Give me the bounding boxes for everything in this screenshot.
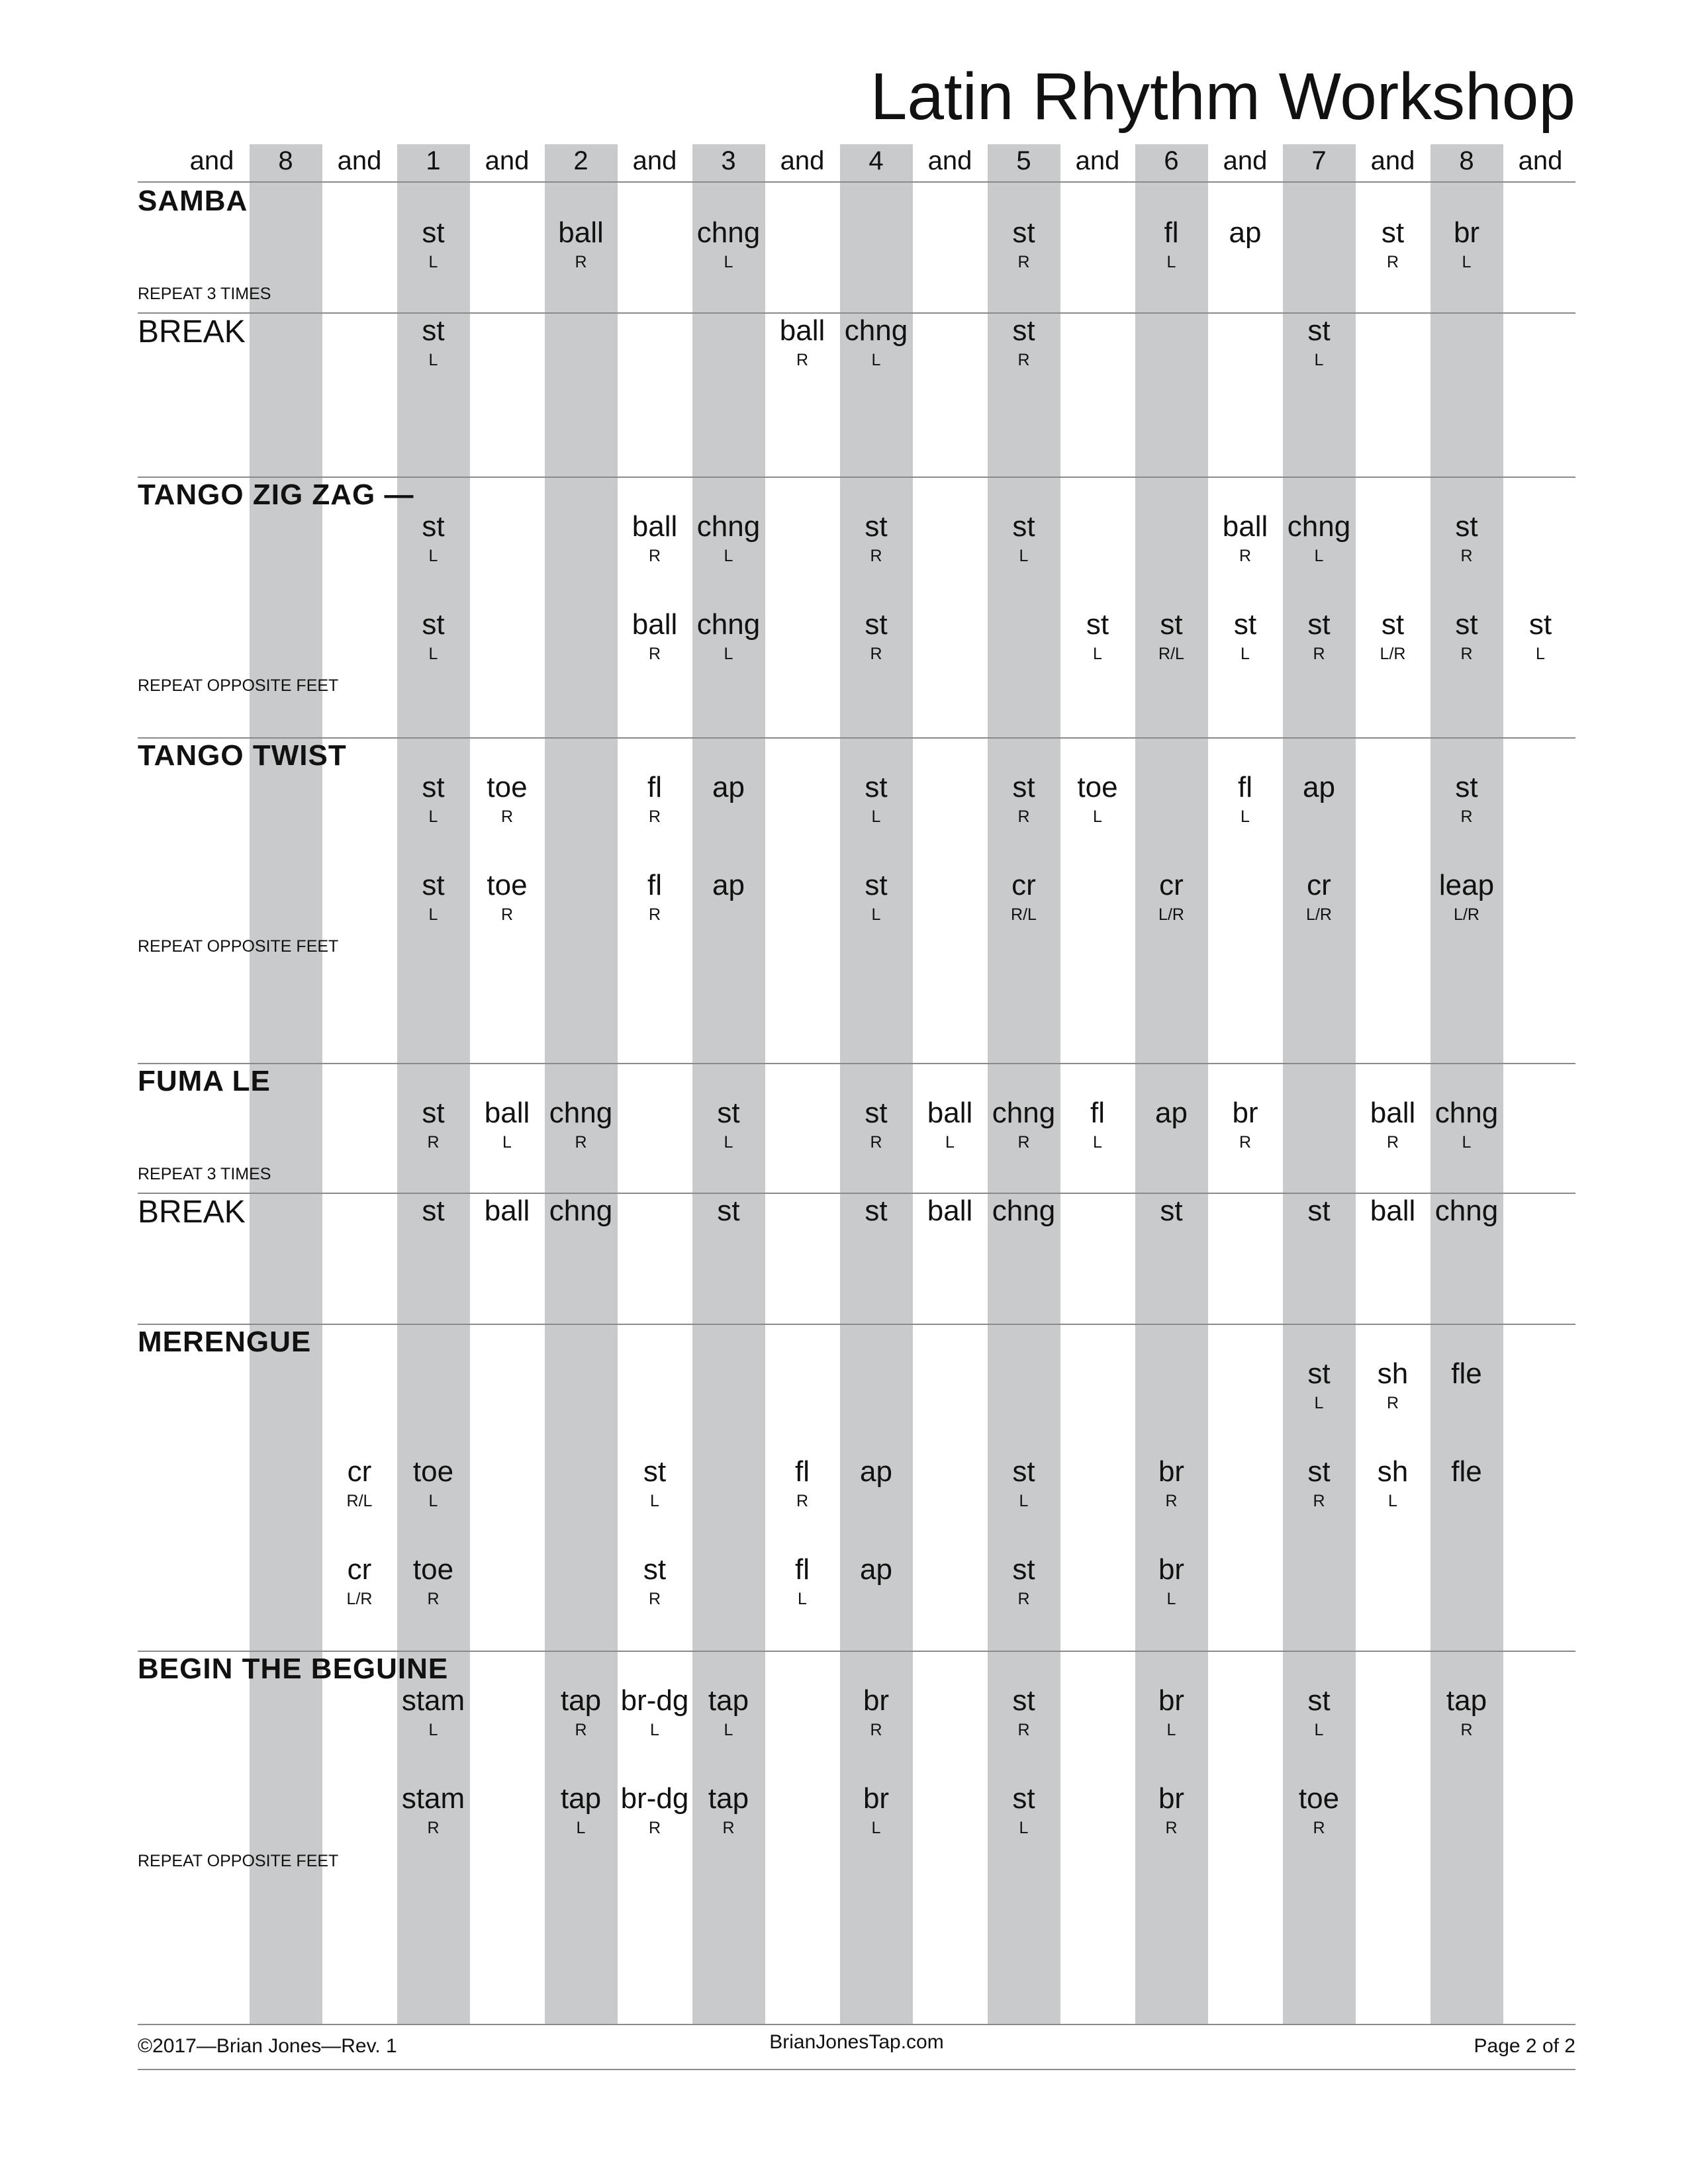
step-foot: R	[1460, 1721, 1473, 1739]
step-name: st	[717, 1097, 740, 1129]
section-title: SAMBA	[138, 185, 248, 217]
step-name: chng	[844, 314, 908, 347]
repeat-note: REPEAT 3 TIMES	[138, 1165, 271, 1183]
step-foot: R	[575, 1721, 587, 1739]
step-name: st	[865, 1195, 888, 1227]
step-foot: L/R	[346, 1590, 373, 1608]
step-foot: R	[1165, 1819, 1178, 1837]
step-foot: L	[1093, 645, 1102, 663]
step-foot: R	[648, 905, 661, 924]
step-name: ap	[1303, 771, 1335, 803]
count-label: 4	[868, 146, 884, 175]
repeat-note: REPEAT OPPOSITE FEET	[138, 1852, 339, 1870]
row-label: BREAK	[138, 1195, 246, 1230]
section-rule	[138, 1651, 1575, 1652]
repeat-note: REPEAT OPPOSITE FEET	[138, 676, 339, 695]
step-name: st	[1012, 1553, 1035, 1586]
step-foot: R/L	[1011, 905, 1037, 924]
step-foot: L/R	[1158, 905, 1184, 924]
section-title: MERENGUE	[138, 1326, 312, 1358]
step-name: ap	[1155, 1097, 1188, 1129]
break-rule	[138, 1193, 1575, 1194]
step-name: st	[422, 1097, 445, 1129]
step-name: st	[1307, 1455, 1331, 1488]
step-name: st	[1307, 1684, 1331, 1717]
step-foot: L	[1166, 1590, 1176, 1608]
step-foot: R	[870, 1133, 882, 1152]
step-foot: R	[1017, 1133, 1030, 1152]
repeat-note: REPEAT OPPOSITE FEET	[138, 937, 339, 956]
step-name: ap	[712, 869, 745, 901]
section-rule	[138, 1324, 1575, 1325]
step-foot: R	[1313, 645, 1325, 663]
step-foot: R	[648, 547, 661, 565]
step-name: chng	[992, 1097, 1056, 1129]
footer-bottom-rule	[138, 2069, 1575, 2070]
step-foot: R	[427, 1590, 440, 1608]
count-label: and	[337, 146, 382, 175]
step-name: br	[1158, 1553, 1185, 1586]
step-name: st	[422, 608, 445, 641]
step-name: st	[422, 216, 445, 249]
step-name: fle	[1451, 1357, 1482, 1390]
step-name: cr	[1011, 869, 1036, 901]
footer-copyright: ©2017—Brian Jones—Rev. 1	[138, 2035, 397, 2057]
count-stripe	[1283, 144, 1356, 2025]
step-foot: R	[427, 1133, 440, 1152]
step-name: br-dg	[620, 1782, 689, 1815]
step-name: st	[717, 1195, 740, 1227]
break-rule	[138, 312, 1575, 314]
step-foot: L	[1019, 1819, 1029, 1837]
step-name: tap	[560, 1782, 602, 1815]
step-name: br	[1232, 1097, 1258, 1129]
step-foot: R	[1017, 253, 1030, 271]
step-name: fl	[1164, 216, 1179, 249]
step-foot: L	[724, 1721, 733, 1739]
step-foot: L	[871, 351, 881, 369]
step-name: st	[1455, 510, 1478, 543]
step-name: st	[1381, 608, 1405, 641]
step-foot: L/R	[1454, 905, 1479, 924]
step-foot: R	[1017, 1590, 1030, 1608]
step-name: st	[422, 771, 445, 803]
step-foot: R/L	[346, 1492, 373, 1510]
step-name: toe	[487, 771, 528, 803]
step-name: chng	[549, 1097, 613, 1129]
step-foot: L	[1314, 1394, 1324, 1412]
step-foot: L	[1314, 1721, 1324, 1739]
step-name: st	[865, 510, 888, 543]
step-foot: L	[428, 253, 438, 271]
step-name: chng	[696, 510, 761, 543]
step-foot: L/R	[1306, 905, 1332, 924]
step-foot: R	[648, 807, 661, 826]
count-label: 8	[1459, 146, 1474, 175]
step-name: st	[1381, 216, 1405, 249]
step-foot: R	[870, 645, 882, 663]
step-foot: R	[1386, 253, 1399, 271]
step-foot: L	[724, 253, 733, 271]
step-name: ap	[860, 1455, 892, 1488]
count-label: and	[632, 146, 677, 175]
step-name: toe	[487, 869, 528, 901]
step-name: ball	[632, 608, 678, 641]
step-name: st	[422, 869, 445, 901]
count-label: and	[780, 146, 825, 175]
step-name: br	[1453, 216, 1480, 249]
step-foot: L	[428, 547, 438, 565]
section-rule	[138, 737, 1575, 739]
step-name: st	[1160, 608, 1183, 641]
step-name: chng	[1434, 1097, 1499, 1129]
step-name: st	[1086, 608, 1109, 641]
step-name: cr	[1159, 869, 1184, 901]
step-foot: R	[796, 1492, 809, 1510]
step-name: ball	[927, 1097, 973, 1129]
step-name: fle	[1451, 1455, 1482, 1488]
step-foot: L/R	[1380, 645, 1406, 663]
step-name: cr	[1307, 869, 1331, 901]
step-foot: R	[575, 253, 587, 271]
step-foot: L	[1388, 1492, 1397, 1510]
step-name: st	[1012, 771, 1035, 803]
step-name: st	[643, 1455, 667, 1488]
step-foot: L	[724, 1133, 733, 1152]
step-name: stam	[401, 1782, 465, 1815]
step-foot: R	[796, 351, 809, 369]
repeat-note: REPEAT 3 TIMES	[138, 285, 271, 303]
step-foot: L	[502, 1133, 512, 1152]
count-label: and	[1223, 146, 1268, 175]
step-foot: R	[1313, 1492, 1325, 1510]
header-rule	[138, 181, 1575, 183]
step-name: st	[1307, 1357, 1331, 1390]
step-name: sh	[1377, 1357, 1409, 1390]
step-foot: L	[945, 1133, 955, 1152]
count-label: 2	[573, 146, 588, 175]
step-foot: L	[871, 807, 881, 826]
step-name: st	[1528, 608, 1552, 641]
step-foot: R	[500, 807, 514, 826]
step-name: st	[643, 1553, 667, 1586]
step-name: st	[1012, 1782, 1035, 1815]
step-foot: L	[1019, 1492, 1029, 1510]
step-name: br	[863, 1684, 890, 1717]
step-name: ap	[860, 1553, 892, 1586]
step-name: br	[863, 1782, 890, 1815]
step-name: chng	[992, 1195, 1056, 1227]
footer-website[interactable]: BrianJonesTap.com	[769, 2031, 944, 2053]
step-foot: R	[1313, 1819, 1325, 1837]
step-foot: L	[428, 807, 438, 826]
step-name: fl	[647, 869, 662, 901]
step-name: sh	[1377, 1455, 1409, 1488]
count-label: 3	[721, 146, 736, 175]
step-foot: L	[1536, 645, 1545, 663]
step-foot: R	[1460, 645, 1473, 663]
step-name: toe	[412, 1455, 454, 1488]
step-name: fl	[795, 1455, 810, 1488]
step-name: ball	[927, 1195, 973, 1227]
section-rule	[138, 477, 1575, 478]
step-name: ball	[1370, 1097, 1416, 1129]
step-foot: L	[576, 1819, 586, 1837]
step-foot: L	[428, 905, 438, 924]
step-name: tap	[560, 1684, 602, 1717]
step-name: toe	[1077, 771, 1118, 803]
step-foot: R	[1460, 547, 1473, 565]
step-foot: R	[870, 1721, 882, 1739]
step-foot: R	[1017, 351, 1030, 369]
step-name: cr	[347, 1455, 372, 1488]
step-name: chng	[1287, 510, 1351, 543]
step-name: st	[1012, 1455, 1035, 1488]
row-label: BREAK	[138, 314, 246, 349]
section-title: FUMA LE	[138, 1065, 271, 1097]
step-name: chng	[1434, 1195, 1499, 1227]
step-name: ball	[779, 314, 825, 347]
step-name: st	[422, 510, 445, 543]
step-foot: L	[1166, 1721, 1176, 1739]
step-name: st	[1160, 1195, 1183, 1227]
step-foot: L	[724, 547, 733, 565]
count-label: 1	[426, 146, 441, 175]
count-stripe	[1430, 144, 1503, 2025]
step-foot: R	[427, 1819, 440, 1837]
step-name: chng	[696, 608, 761, 641]
step-foot: R	[1165, 1492, 1178, 1510]
page-title: Latin Rhythm Workshop	[870, 60, 1575, 134]
step-foot: R	[648, 645, 661, 663]
section-rule	[138, 1063, 1575, 1064]
step-foot: L	[428, 645, 438, 663]
step-foot: R	[870, 547, 882, 565]
step-name: br	[1158, 1455, 1185, 1488]
step-name: st	[1012, 510, 1035, 543]
step-foot: L	[1093, 807, 1102, 826]
step-name: chng	[696, 216, 761, 249]
step-name: ball	[484, 1097, 530, 1129]
step-name: br	[1158, 1684, 1185, 1717]
step-foot: L	[1019, 547, 1029, 565]
step-name: leap	[1438, 869, 1495, 901]
step-foot: L	[871, 1819, 881, 1837]
step-name: ball	[558, 216, 604, 249]
step-name: ap	[1229, 216, 1262, 249]
step-name: st	[1233, 608, 1257, 641]
step-name: stam	[401, 1684, 465, 1717]
count-label: 7	[1311, 146, 1327, 175]
step-foot: L	[650, 1492, 659, 1510]
step-foot: L	[428, 1492, 438, 1510]
step-foot: L	[1462, 253, 1472, 271]
step-foot: L	[1241, 645, 1250, 663]
count-label: 8	[278, 146, 293, 175]
step-name: st	[865, 608, 888, 641]
step-foot: L	[1462, 1133, 1472, 1152]
step-name: ball	[484, 1195, 530, 1227]
step-name: st	[1307, 608, 1331, 641]
step-name: st	[1012, 314, 1035, 347]
step-foot: L	[798, 1590, 807, 1608]
step-name: toe	[412, 1553, 454, 1586]
count-label: and	[485, 146, 530, 175]
step-foot: L	[1093, 1133, 1102, 1152]
count-label: and	[927, 146, 972, 175]
count-stripe	[692, 144, 765, 2025]
step-name: fl	[795, 1553, 810, 1586]
step-name: st	[422, 1195, 445, 1227]
step-foot: L	[650, 1721, 659, 1739]
section-title: BEGIN THE BEGUINE	[138, 1653, 449, 1685]
count-label: and	[1518, 146, 1563, 175]
count-label: 5	[1016, 146, 1031, 175]
step-foot: L	[724, 645, 733, 663]
count-stripe	[988, 144, 1060, 2025]
footer	[138, 2024, 1575, 2069]
step-foot: R	[648, 1819, 661, 1837]
step-foot: R/L	[1158, 645, 1184, 663]
step-name: ball	[632, 510, 678, 543]
step-foot: L	[871, 905, 881, 924]
step-foot: L	[1314, 547, 1324, 565]
step-foot: R	[1386, 1133, 1399, 1152]
step-foot: L	[1314, 351, 1324, 369]
step-name: br	[1158, 1782, 1185, 1815]
step-foot: L	[428, 1721, 438, 1739]
section-title: TANGO ZIG ZAG —	[138, 478, 414, 511]
step-name: ball	[1222, 510, 1268, 543]
step-foot: R	[1386, 1394, 1399, 1412]
step-name: tap	[708, 1684, 749, 1717]
step-foot: R	[1017, 1721, 1030, 1739]
step-name: ball	[1370, 1195, 1416, 1227]
step-name: fl	[1090, 1097, 1105, 1129]
count-stripe	[1135, 144, 1208, 2025]
step-foot: R	[1239, 1133, 1252, 1152]
step-name: st	[865, 1097, 888, 1129]
step-name: st	[865, 869, 888, 901]
step-foot: L	[1166, 253, 1176, 271]
step-name: br-dg	[620, 1684, 689, 1717]
step-name: st	[1012, 1684, 1035, 1717]
step-name: st	[1307, 1195, 1331, 1227]
step-name: fl	[1238, 771, 1252, 803]
step-foot: L	[428, 351, 438, 369]
step-name: fl	[647, 771, 662, 803]
count-label: and	[1075, 146, 1120, 175]
step-name: cr	[347, 1553, 372, 1586]
step-foot: R	[1017, 807, 1030, 826]
step-foot: L	[1241, 807, 1250, 826]
count-stripe	[840, 144, 913, 2025]
step-name: chng	[549, 1195, 613, 1227]
step-name: st	[1455, 608, 1478, 641]
step-foot: R	[575, 1133, 587, 1152]
count-label: and	[189, 146, 234, 175]
step-foot: R	[1239, 547, 1252, 565]
step-name: ap	[712, 771, 745, 803]
count-label: 6	[1164, 146, 1179, 175]
step-name: toe	[1298, 1782, 1340, 1815]
count-stripe	[545, 144, 618, 2025]
step-name: st	[1012, 216, 1035, 249]
step-name: st	[422, 314, 445, 347]
step-name: st	[1455, 771, 1478, 803]
count-label: and	[1370, 146, 1415, 175]
count-stripe	[397, 144, 470, 2025]
step-name: st	[1307, 314, 1331, 347]
section-title: TANGO TWIST	[138, 739, 347, 772]
footer-page-number: Page 2 of 2	[1474, 2035, 1575, 2057]
step-name: st	[865, 771, 888, 803]
step-name: tap	[1446, 1684, 1487, 1717]
step-name: tap	[708, 1782, 749, 1815]
step-foot: R	[1460, 807, 1473, 826]
step-foot: R	[648, 1590, 661, 1608]
step-foot: R	[500, 905, 514, 924]
step-foot: R	[722, 1819, 735, 1837]
